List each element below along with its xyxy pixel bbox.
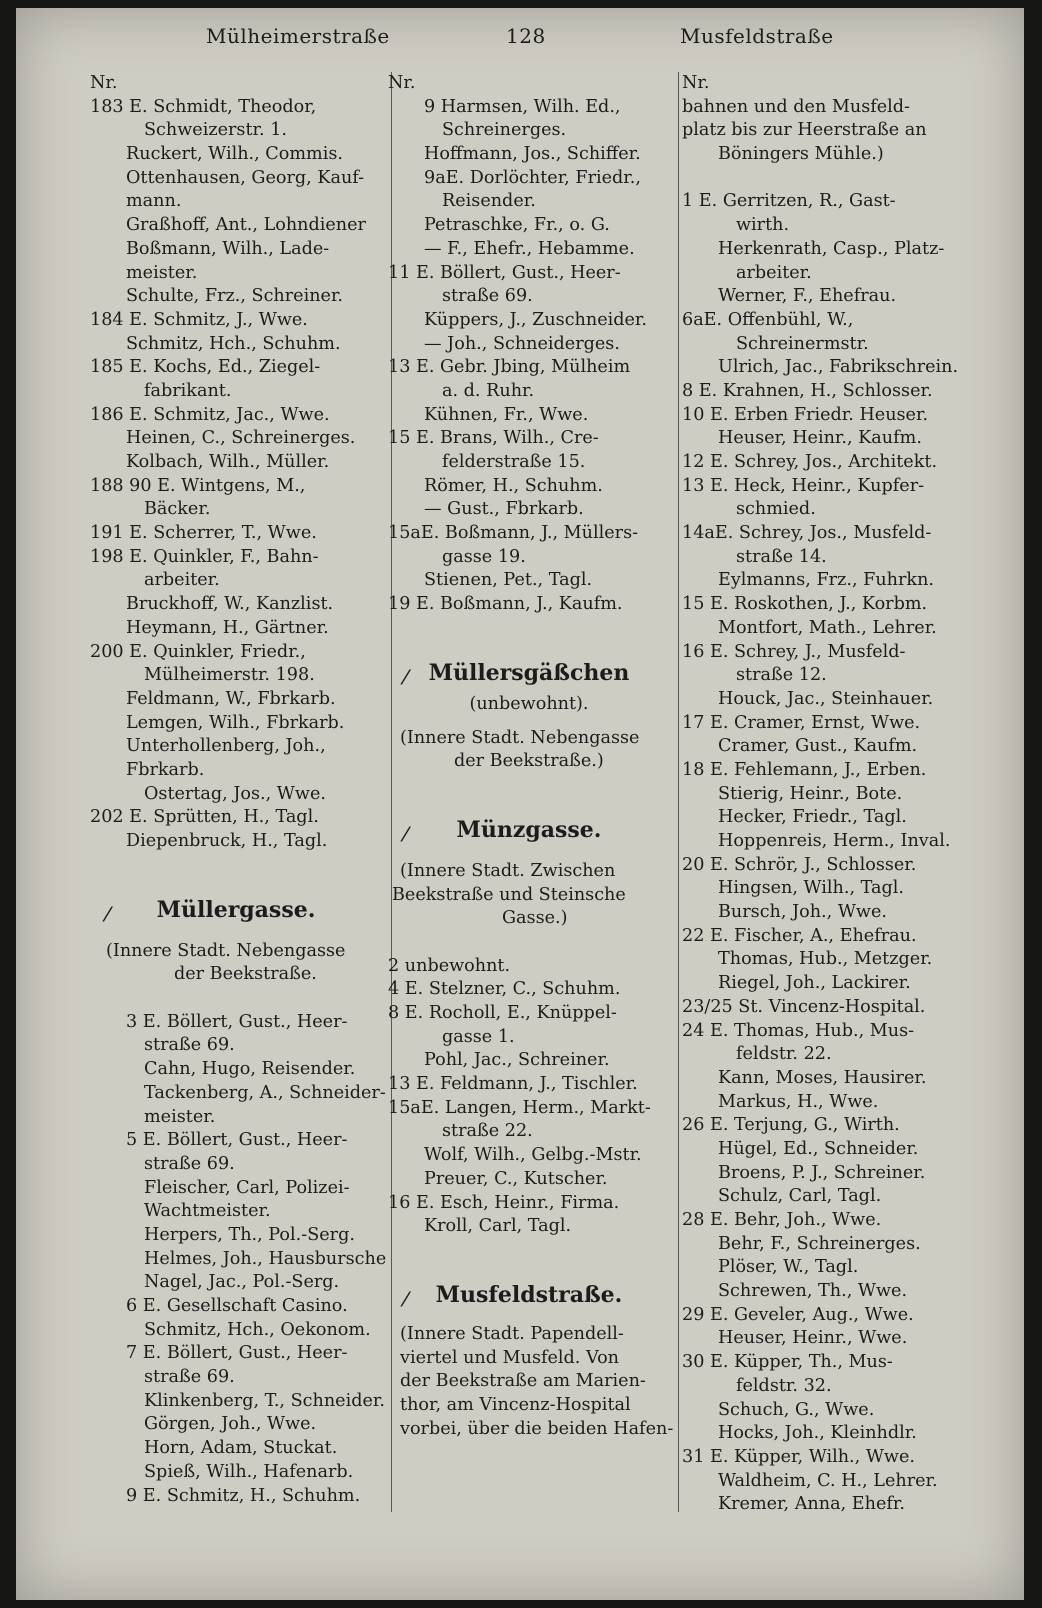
directory-entry: 30 E. Küpper, Th., Mus- xyxy=(682,1352,893,1373)
directory-entry: straße 69. xyxy=(144,1153,235,1174)
directory-entry: straße 69. xyxy=(442,286,533,307)
directory-entry: — Joh., Schneiderges. xyxy=(424,333,620,354)
directory-entry: Kroll, Carl, Tagl. xyxy=(424,1216,572,1237)
section-subtitle: (unbewohnt). xyxy=(469,693,589,714)
directory-entry: Herpers, Th., Pol.-Serg. xyxy=(144,1224,355,1245)
section-description: (Innere Stadt. Papendell- xyxy=(400,1323,624,1344)
directory-entry: Broens, P. J., Schreiner. xyxy=(718,1162,926,1183)
directory-entry: Plöser, W., Tagl. xyxy=(718,1257,859,1278)
directory-entry: Pohl, Jac., Schreiner. xyxy=(424,1050,610,1071)
directory-entry: Schweizerstr. 1. xyxy=(144,120,287,141)
directory-entry: Eylmanns, Frz., Fuhrkn. xyxy=(718,570,934,591)
directory-entry: — Gust., Fbrkarb. xyxy=(424,499,584,520)
directory-entry: Hügel, Ed., Schneider. xyxy=(718,1138,919,1159)
section-description: der Beekstraße. xyxy=(174,964,317,985)
directory-entry: Markus, H., Wwe. xyxy=(718,1091,879,1112)
directory-entry: Görgen, Joh., Wwe. xyxy=(144,1414,317,1435)
directory-entry: 11 E. Böllert, Gust., Heer- xyxy=(388,262,621,283)
directory-entry: 6aE. Offenbühl, W., xyxy=(682,309,854,330)
directory-entry: Reisender. xyxy=(442,191,536,212)
directory-entry: Mülheimerstr. 198. xyxy=(144,665,315,686)
directory-entry: Nr. xyxy=(682,73,710,93)
directory-entry: 24 E. Thomas, Hub., Mus- xyxy=(682,1020,915,1041)
directory-entry: feldstr. 22. xyxy=(736,1044,832,1065)
directory-entry: Ruckert, Wilh., Commis. xyxy=(126,144,343,165)
directory-entry: Cramer, Gust., Kaufm. xyxy=(718,736,918,757)
directory-entry: Werner, F., Ehefrau. xyxy=(718,286,897,307)
directory-entry: Bruckhoff, W., Kanzlist. xyxy=(126,594,334,615)
directory-entry: feldstr. 32. xyxy=(736,1375,832,1396)
section-heading: ⁄ Müllergasse. xyxy=(106,896,316,926)
entry-list xyxy=(86,1011,386,1508)
section-description: vorbei, über die beiden Hafen- xyxy=(400,1418,674,1439)
directory-entry: straße 69. xyxy=(144,1035,235,1056)
directory-entry: Hecker, Friedr., Tagl. xyxy=(718,807,907,828)
directory-entry: Hingsen, Wilh., Tagl. xyxy=(718,878,904,899)
directory-entry: Schreinermstr. xyxy=(736,333,869,354)
directory-entry: 6 E. Gesellschaft Casino. xyxy=(126,1296,348,1316)
section-description: der Beekstraße am Marien- xyxy=(400,1371,646,1392)
directory-entry: Horn, Adam, Stuckat. xyxy=(144,1438,338,1459)
directory-entry: 198 E. Quinkler, F., Bahn- xyxy=(90,546,319,567)
directory-entry: 8 E. Krahnen, H., Schlosser. xyxy=(682,380,933,401)
section-description: der Beekstraße.) xyxy=(454,751,604,772)
directory-entry: 9 Harmsen, Wilh. Ed., xyxy=(424,96,621,117)
directory-entry: Stienen, Pet., Tagl. xyxy=(424,570,593,591)
directory-entry: Schmitz, Hch., Oekonom. xyxy=(144,1319,371,1340)
directory-entry: Schmitz, Hch., Schuhm. xyxy=(126,333,341,354)
directory-entry: Feldmann, W., Fbrkarb. xyxy=(126,688,336,709)
directory-entry: Schuch, G., Wwe. xyxy=(718,1399,875,1420)
directory-entry: 185 E. Kochs, Ed., Ziegel- xyxy=(90,357,321,378)
section-heading: ⁄ Müllersgäßchen xyxy=(404,659,630,689)
directory-entry: Ostertag, Jos., Wwe. xyxy=(144,783,326,804)
directory-entry: Unterhollenberg, Joh., xyxy=(126,736,326,757)
directory-entry: Wolf, Wilh., Gelbg.-Mstr. xyxy=(424,1145,642,1166)
directory-entry: Hoppenreis, Herm., Inval. xyxy=(718,831,951,851)
directory-entry: Tackenberg, A., Schneider- xyxy=(144,1082,386,1103)
directory-entry: 13 E. Feldmann, J., Tischler. xyxy=(388,1074,638,1095)
directory-entry: Riegel, Joh., Lackirer. xyxy=(718,973,911,994)
directory-entry: Heymann, H., Gärtner. xyxy=(126,617,329,638)
directory-entry: 26 E. Terjung, G., Wirth. xyxy=(682,1115,900,1136)
entry-list xyxy=(384,72,674,617)
directory-entry: Kann, Moses, Hausirer. xyxy=(718,1067,927,1088)
directory-entry: 29 E. Geveler, Aug., Wwe. xyxy=(682,1304,914,1325)
directory-entry: Kühnen, Fr., Wwe. xyxy=(424,404,589,425)
directory-entry: arbeiter. xyxy=(144,570,220,591)
directory-entry: 15 E. Roskothen, J., Korbm. xyxy=(682,594,928,615)
directory-entry: 10 E. Erben Friedr. Heuser. xyxy=(682,404,929,425)
directory-entry: Petraschke, Fr., o. G. xyxy=(424,215,610,236)
directory-entry: bahnen und den Musfeld- xyxy=(682,96,910,117)
directory-entry: 4 E. Stelzner, C., Schuhm. xyxy=(388,979,621,1000)
directory-entry: 9aE. Dorlöchter, Friedr., xyxy=(424,167,641,188)
directory-entry: Montfort, Math., Lehrer. xyxy=(718,617,937,638)
directory-entry: 2 unbewohnt. xyxy=(388,955,511,976)
directory-entry: Boßmann, Wilh., Lade- xyxy=(126,238,330,259)
directory-entry: Fbrkarb. xyxy=(126,759,205,780)
directory-entry: Waldheim, C. H., Lehrer. xyxy=(718,1470,938,1491)
directory-entry: Nagel, Jac., Pol.-Serg. xyxy=(144,1272,340,1293)
directory-entry: Graßhoff, Ant., Lohndiener xyxy=(126,215,366,236)
entry-list xyxy=(384,955,674,1239)
directory-entry: 14aE. Schrey, Jos., Musfeld- xyxy=(682,523,932,544)
directory-entry: platz bis zur Heerstraße an xyxy=(682,120,927,141)
entry-list xyxy=(86,72,386,854)
directory-entry: Küppers, J., Zuschneider. xyxy=(424,309,647,330)
directory-entry: 17 E. Cramer, Ernst, Wwe. xyxy=(682,712,921,733)
directory-entry: — F., Ehefr., Hebamme. xyxy=(424,238,635,259)
directory-entry: 9 E. Schmitz, H., Schuhm. xyxy=(126,1485,361,1506)
directory-entry: Kremer, Anna, Ehefr. xyxy=(718,1494,905,1515)
directory-entry: 13 E. Heck, Heinr., Kupfer- xyxy=(682,475,925,496)
directory-entry: straße 22. xyxy=(442,1121,533,1142)
directory-entry: 13 E. Gebr. Jbing, Mülheim xyxy=(388,357,631,378)
page-number: 128 xyxy=(506,24,546,48)
directory-entry: 7 E. Böllert, Gust., Heer- xyxy=(126,1343,348,1364)
directory-entry: Schreinerges. xyxy=(442,120,567,141)
directory-entry: Diepenbruck, H., Tagl. xyxy=(126,831,328,851)
directory-entry: 183 E. Schmidt, Theodor, xyxy=(90,96,317,117)
directory-entry: gasse 1. xyxy=(442,1026,515,1047)
directory-entry: straße 69. xyxy=(144,1367,235,1388)
directory-entry: Römer, H., Schuhm. xyxy=(424,475,603,496)
directory-page xyxy=(16,8,1024,1600)
directory-entry: Spieß, Wilh., Hafenarb. xyxy=(144,1461,354,1482)
directory-entry: Bursch, Joh., Wwe. xyxy=(718,902,887,923)
section-description: Gasse.) xyxy=(502,908,568,929)
directory-entry: Nr. xyxy=(90,73,118,93)
directory-entry: gasse 19. xyxy=(442,546,526,567)
directory-entry: Nr. xyxy=(388,73,416,93)
directory-entry: 19 E. Boßmann, J., Kaufm. xyxy=(388,594,623,615)
directory-entry: 15aE. Langen, Herm., Markt- xyxy=(388,1097,651,1118)
directory-entry: Herkenrath, Casp., Platz- xyxy=(718,238,945,259)
section-heading: ⁄ Münzgasse. xyxy=(404,816,602,846)
directory-entry: Böningers Mühle.) xyxy=(718,144,884,165)
directory-entry: Helmes, Joh., Hausbursche xyxy=(144,1248,387,1269)
directory-entry: Heuser, Heinr., Wwe. xyxy=(718,1328,908,1349)
directory-entry: Heinen, C., Schreinerges. xyxy=(126,428,356,449)
section-description: Beekstraße und Steinsche xyxy=(392,884,626,905)
directory-entry: 5 E. Böllert, Gust., Heer- xyxy=(126,1130,348,1151)
directory-entry: Hocks, Joh., Kleinhdlr. xyxy=(718,1423,917,1444)
directory-entry: 3 E. Böllert, Gust., Heer- xyxy=(126,1011,348,1032)
directory-entry: Behr, F., Schreinerges. xyxy=(718,1233,921,1254)
directory-entry: Houck, Jac., Steinhauer. xyxy=(718,688,934,709)
directory-entry: 16 E. Esch, Heinr., Firma. xyxy=(388,1192,620,1213)
directory-entry: arbeiter. xyxy=(736,262,812,283)
directory-entry: Cahn, Hugo, Reisender. xyxy=(144,1059,356,1080)
directory-entry: 15 E. Brans, Wilh., Cre- xyxy=(388,428,599,449)
directory-entry: Heuser, Heinr., Kaufm. xyxy=(718,428,922,449)
directory-entry: Klinkenberg, T., Schneider. xyxy=(144,1390,385,1411)
directory-entry: 12 E. Schrey, Jos., Architekt. xyxy=(682,452,938,472)
directory-entry: 28 E. Behr, Joh., Wwe. xyxy=(682,1210,882,1230)
directory-entry: schmied. xyxy=(736,499,816,520)
column-1 xyxy=(86,72,386,1508)
directory-entry: felderstraße 15. xyxy=(442,452,586,472)
directory-entry xyxy=(678,167,978,191)
directory-entry: Stierig, Heinr., Bote. xyxy=(718,783,903,804)
section-description: viertel und Musfeld. Von xyxy=(400,1347,619,1368)
directory-entry: fabrikant. xyxy=(144,380,232,401)
directory-entry: 200 E. Quinkler, Friedr., xyxy=(90,641,306,662)
section-description: thor, am Vincenz-Hospital xyxy=(400,1394,631,1415)
directory-entry: 191 E. Scherrer, T., Wwe. xyxy=(90,523,317,544)
directory-entry: meister. xyxy=(144,1106,216,1127)
directory-entry: Ottenhausen, Georg, Kauf- xyxy=(126,167,365,188)
entry-list xyxy=(678,72,978,1517)
directory-entry: 22 E. Fischer, A., Ehefrau. xyxy=(682,925,917,946)
directory-entry: 202 E. Sprütten, H., Tagl. xyxy=(90,807,319,828)
directory-entry: Bäcker. xyxy=(144,499,211,520)
directory-entry: 23/25 St. Vincenz-Hospital. xyxy=(682,996,926,1017)
directory-entry: straße 14. xyxy=(736,546,827,567)
directory-entry: Schulte, Frz., Schreiner. xyxy=(126,286,344,307)
section-description: (Innere Stadt. Zwischen xyxy=(400,860,616,881)
directory-entry: Kolbach, Wilh., Müller. xyxy=(126,452,330,472)
column-2 xyxy=(384,72,674,1441)
directory-entry: 186 E. Schmitz, Jac., Wwe. xyxy=(90,404,330,425)
column-3 xyxy=(678,72,978,1517)
directory-entry: Ulrich, Jac., Fabrikschrein. xyxy=(718,357,959,378)
directory-entry: 188 90 E. Wintgens, M., xyxy=(90,475,306,496)
section-description: (Innere Stadt. Nebengasse xyxy=(400,727,640,748)
directory-entry: 184 E. Schmitz, J., Wwe. xyxy=(90,309,308,330)
directory-entry: wirth. xyxy=(736,215,790,236)
directory-entry: meister. xyxy=(126,262,198,283)
directory-entry: straße 12. xyxy=(736,665,827,686)
directory-entry: Fleischer, Carl, Polizei- xyxy=(144,1177,350,1198)
directory-entry: 18 E. Fehlemann, J., Erben. xyxy=(682,759,927,780)
directory-entry: mann. xyxy=(126,191,182,212)
directory-entry: Lemgen, Wilh., Fbrkarb. xyxy=(126,712,345,733)
directory-entry: a. d. Ruhr. xyxy=(442,380,535,401)
running-head-right: Musfeldstraße xyxy=(680,24,834,48)
directory-entry: Preuer, C., Kutscher. xyxy=(424,1168,608,1189)
directory-entry: 31 E. Küpper, Wilh., Wwe. xyxy=(682,1446,915,1467)
directory-entry: Schrewen, Th., Wwe. xyxy=(718,1281,908,1302)
directory-entry: 20 E. Schrör, J., Schlosser. xyxy=(682,854,917,875)
directory-entry: Hoffmann, Jos., Schiffer. xyxy=(424,144,641,165)
directory-entry: 8 E. Rocholl, E., Knüppel- xyxy=(388,1003,617,1023)
directory-entry: 15aE. Boßmann, J., Müllers- xyxy=(388,523,639,544)
directory-entry: 16 E. Schrey, J., Musfeld- xyxy=(682,641,906,662)
running-head-left: Mülheimerstraße xyxy=(206,24,390,48)
directory-entry: Schulz, Carl, Tagl. xyxy=(718,1186,882,1207)
section-description: (Innere Stadt. Nebengasse xyxy=(106,940,346,961)
directory-entry: Wachtmeister. xyxy=(144,1201,271,1222)
section-heading: ⁄ Musfeldstraße. xyxy=(404,1281,623,1311)
directory-entry: 1 E. Gerritzen, R., Gast- xyxy=(682,191,896,212)
directory-entry: Thomas, Hub., Metzger. xyxy=(718,949,933,970)
